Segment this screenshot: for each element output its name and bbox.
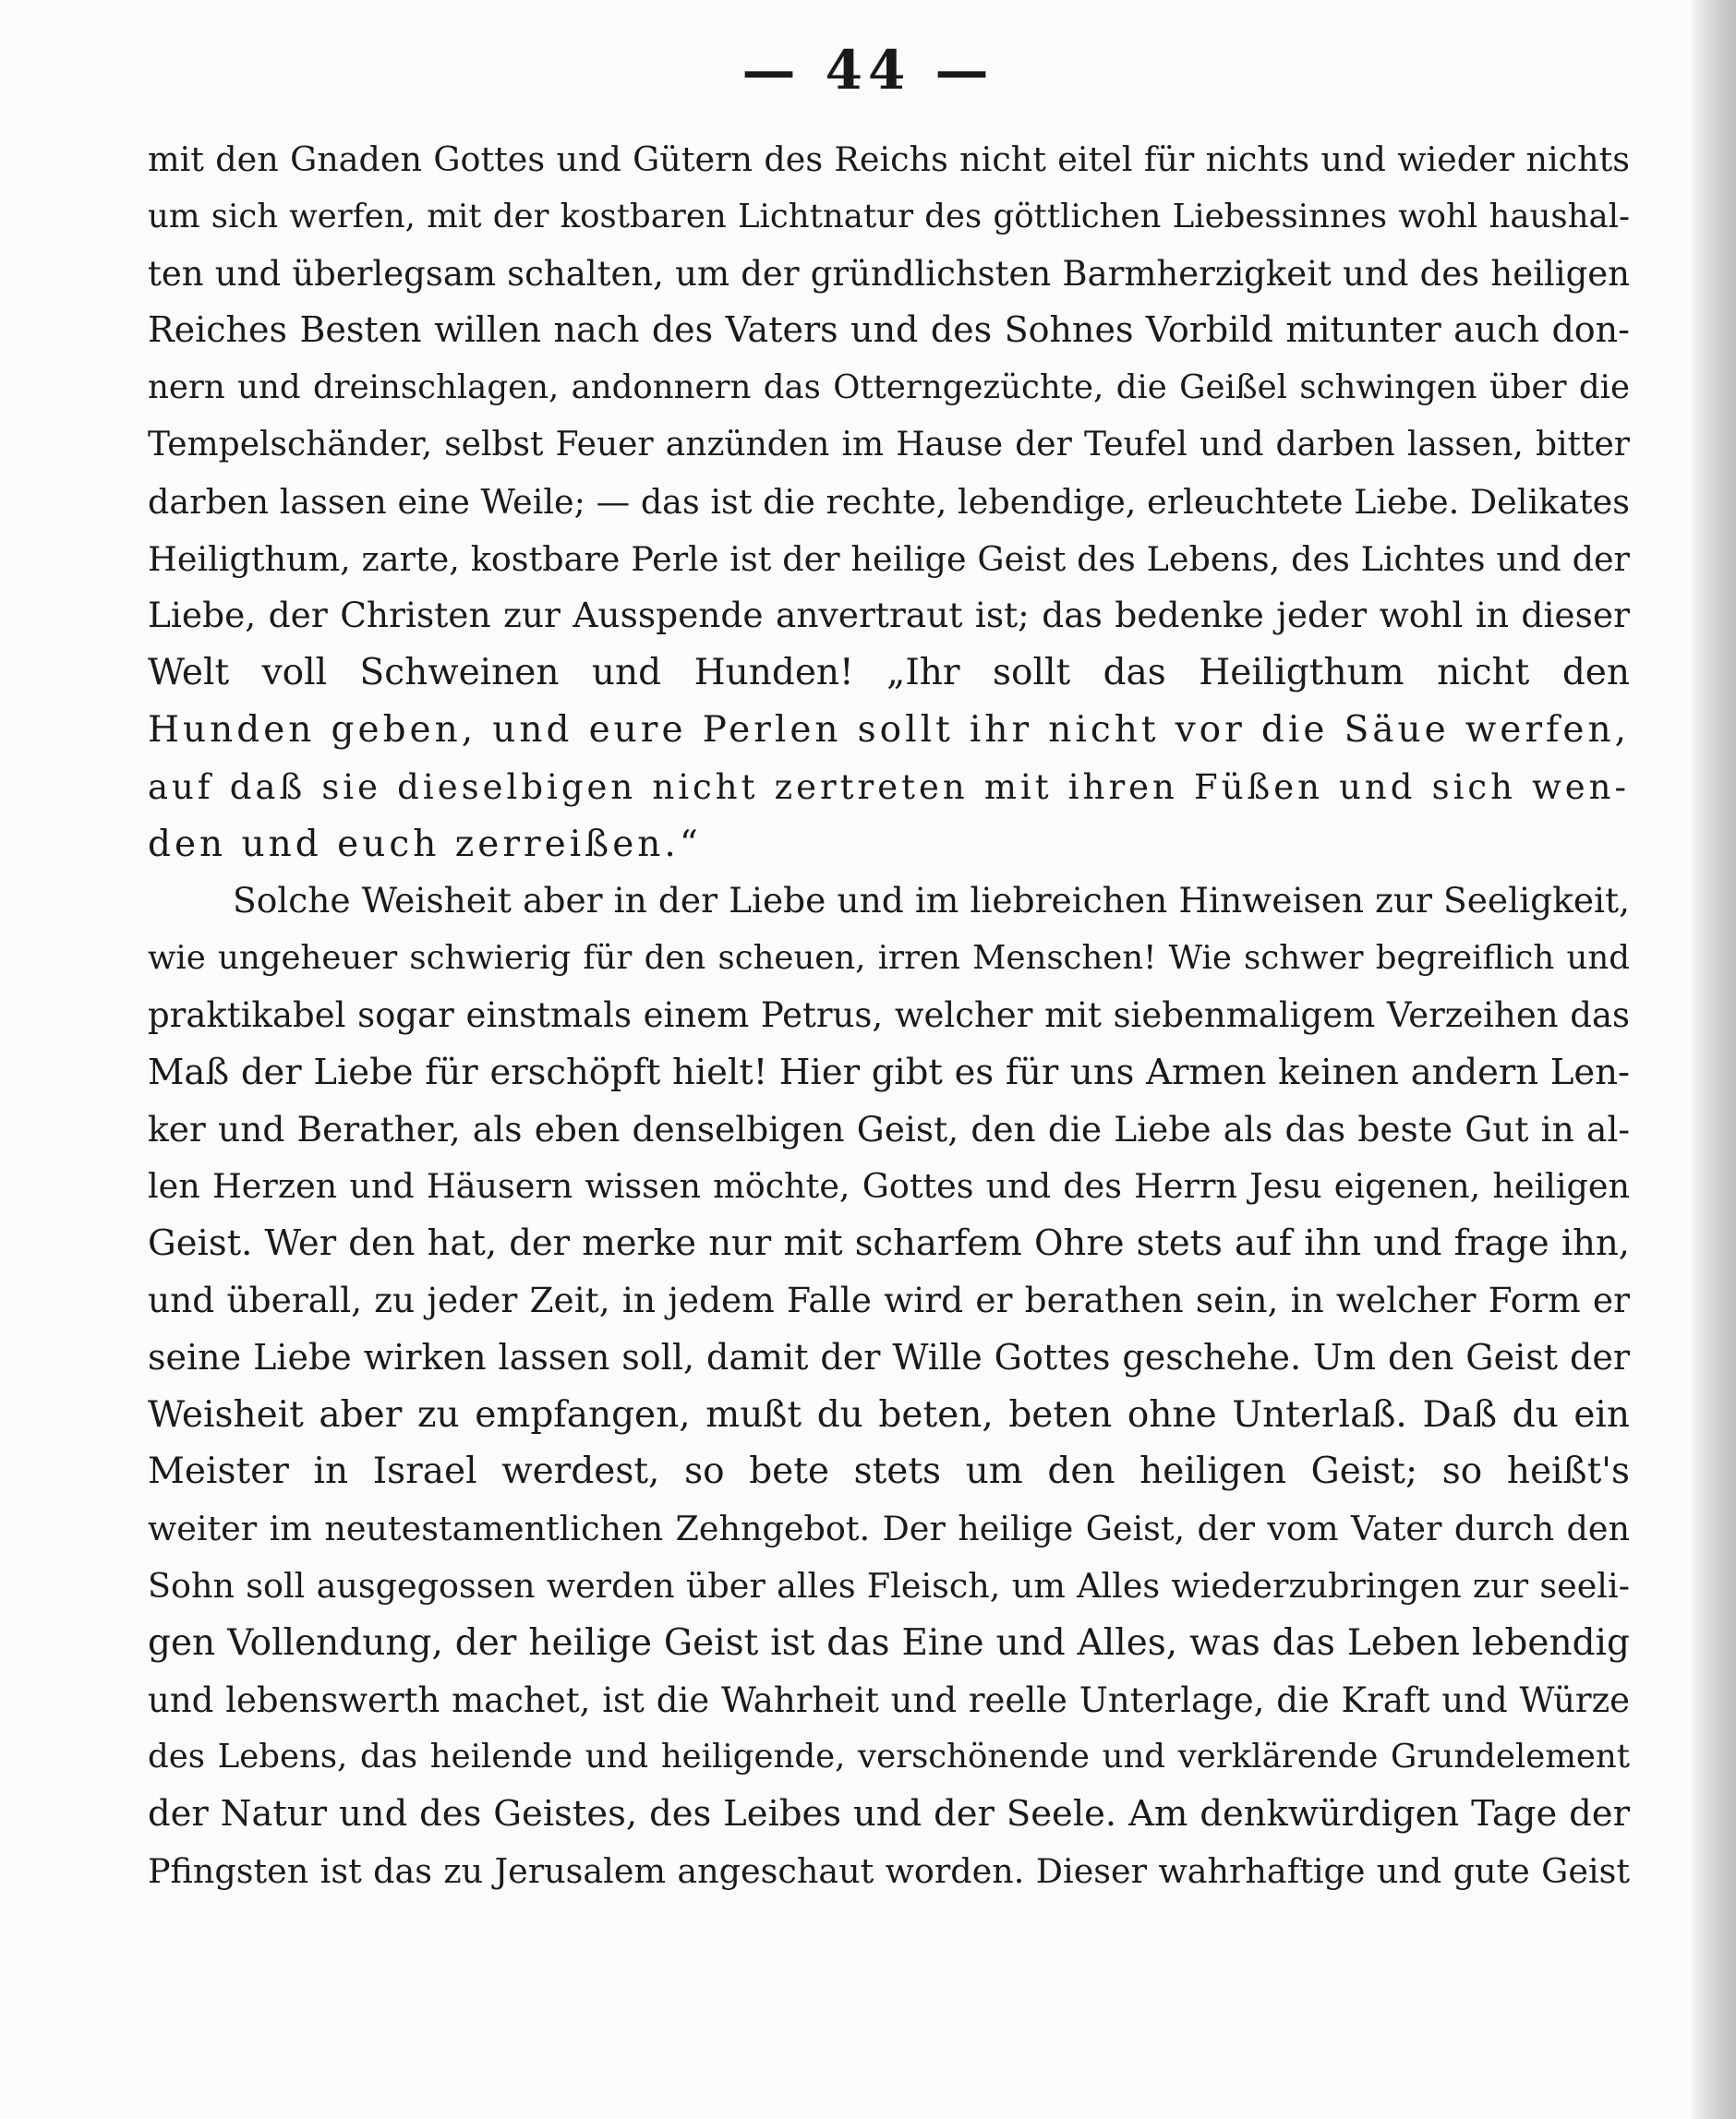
text-line: und lebenswerth machet, ist die Wahrheit und reelle Unterlage, die Kraft und Würze (148, 1680, 1630, 1720)
text-line: len Herzen und Häusern wissen möchte, Gottes und des Herrn Jesu eigenen, heiligen (148, 1166, 1630, 1207)
text-line: wie ungeheuer schwierig für den scheuen, irren Menschen! Wie schwer begreiflich und (148, 939, 1630, 978)
text-line: des Lebens, das heilende und heiligende, verschönende und verklärende Grundelement (148, 1738, 1630, 1776)
text-line: Reiches Besten willen nach des Vaters und des Sohnes Vorbild mitunter auch don- (148, 309, 1630, 351)
body-text (148, 131, 1630, 1900)
text-line: Pfingsten ist das zu Jerusalem angeschaut worden. Dieser wahrhaftige und gute Geist (148, 1850, 1630, 1891)
text-line: Welt voll Schweinen und Hunden! „Ihr sollt das Heiligthum nicht den (148, 652, 1630, 694)
text-line-quote: den und euch zerreißen.“ (148, 823, 702, 865)
text-line: Liebe, der Christen zur Ausspende anvertraut ist; das bedenke jeder wohl in dieser (148, 595, 1630, 636)
text-line: Maß der Liebe für erschöpft hielt! Hier gibt es für uns Armen keinen andern Len- (148, 1051, 1630, 1093)
text-line: darben lassen eine Weile; — das ist die rechte, lebendige, erleuchtete Liebe. Delikates (148, 481, 1630, 522)
text-line: gen Vollendung, der heilige Geist ist das Eine und Alles, was das Leben lebendig (148, 1621, 1630, 1664)
text-line: Weisheit aber zu empfangen, mußt du beten, beten ohne Unterlaß. Daß du ein (148, 1393, 1630, 1436)
text-line: und überall, zu jeder Zeit, in jedem Falle wird er berathen sein, in welcher Form er (148, 1279, 1630, 1320)
text-line: nern und dreinschlagen, andonnern das Otterngezüchte, die Geißel schwingen über die (148, 368, 1630, 407)
text-line-quote: Hunden geben, und eure Perlen sollt ihr nicht vor die Säue werfen, (148, 708, 1630, 751)
text-line: ten und überlegsam schalten, um der gründlichsten Barmherzigkeit und des heiligen (148, 253, 1630, 294)
text-line: Meister in Israel werdest, so bete stets um den heiligen Geist; so heißt's (148, 1451, 1630, 1493)
text-line: weiter im neutestamentlichen Zehngebot. Der heilige Geist, der vom Vater durch den (148, 1509, 1630, 1549)
text-line: Heiligthum, zarte, kostbare Perle ist der heilige Geist des Lebens, des Lichtes und der (148, 538, 1630, 579)
text-line: ker und Berather, als eben denselbigen Geist, den die Liebe als das beste Gut in al- (148, 1108, 1630, 1150)
page-number: — 44 — (741, 39, 995, 102)
text-line: praktikabel sogar einstmals einem Petrus, welcher mit siebenmaligem Verzeihen das (148, 994, 1630, 1035)
text-line: Sohn soll ausgegossen werden über alles Fleisch, um Alles wiederzubringen zur seeli- (148, 1565, 1630, 1606)
text-line: Tempelschänder, selbst Feuer anzünden im Hause der Teufel und darben lassen, bitter (148, 425, 1630, 464)
text-line: mit den Gnaden Gottes und Gütern des Reichs nicht eitel für nichts und wieder nichts (148, 139, 1630, 179)
text-line: seine Liebe wirken lassen soll, damit der Wille Gottes geschehe. Um den Geist der (148, 1336, 1630, 1378)
paragraph-first-line: Solche Weisheit aber in der Liebe und im liebreichen Hinweisen zur Seeligkeit, (233, 880, 1630, 921)
text-line-quote: auf daß sie dieselbigen nicht zertreten mit ihren Füßen und sich wen- (148, 766, 1630, 807)
text-line: der Natur und des Geistes, des Leibes und der Seele. Am denkwürdigen Tage der (148, 1793, 1630, 1836)
page-edge-shadow (1692, 0, 1736, 2119)
text-line: Geist. Wer den hat, der merke nur mit scharfem Ohre stets auf ihn und frage ihn, (148, 1222, 1630, 1265)
text-line: um sich werfen, mit der kostbaren Lichtnatur des göttlichen Liebessinnes wohl haushal- (148, 197, 1630, 235)
